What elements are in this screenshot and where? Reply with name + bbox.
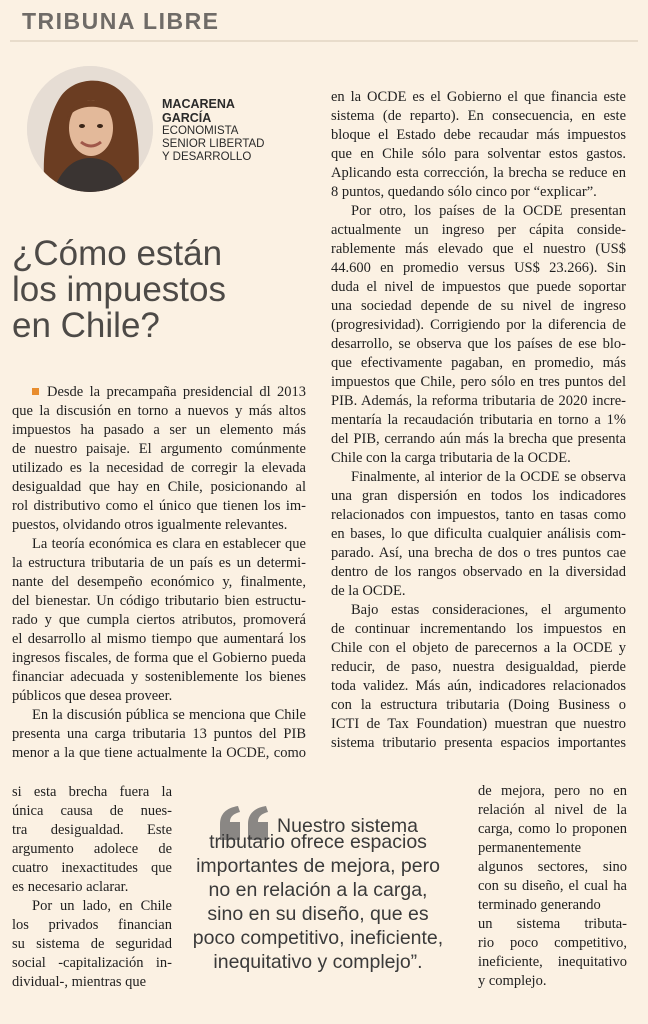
body-line: Desde la precampaña presidencial dl 2013 [12, 383, 306, 402]
body-line: (progresividad). Corrigiendo por la diferencia de [331, 317, 626, 333]
headline-line: en Chile? [12, 306, 160, 345]
body-line: dividual-, mientras que [12, 974, 147, 990]
body-line: nante del desempeño económico y, finalmente, [12, 574, 306, 590]
body-line: algunos sectores, sino [478, 859, 627, 875]
body-line: 8 puntos, quedando sólo cinco por “explicar”. [331, 184, 597, 200]
author-portrait-icon [27, 66, 153, 192]
author-name-first: MACARENA [162, 97, 235, 111]
body-line: de continuar incrementando los impuestos en [331, 621, 626, 637]
author-byline [162, 97, 264, 164]
body-line: un sistema tributa- [478, 916, 627, 932]
body-line: rio poco competitivo, [478, 935, 627, 951]
body-line: impuestos ha pasado a ser un elemento más [12, 422, 306, 438]
body-line: del PIB, cerrando aún más la brecha que presenta [331, 431, 626, 447]
body-line: de la OCDE. [331, 583, 406, 599]
author-name-last: GARCÍA [162, 111, 212, 126]
body-line: permanentemente [478, 840, 582, 856]
body-line: Aplicando esta corrección, la brecha se reduce en [331, 165, 626, 181]
body-line: impuestos que Chile, pero sólo en tres puntos del [331, 374, 626, 390]
body-line: sistema (de reparto). En consecuencia, en este [331, 108, 626, 124]
author-role-line: Y DESARROLLO [162, 151, 252, 164]
body-line: una gran dispersión en todos los indicadores [331, 488, 626, 504]
body-line: social -capitalización in- [12, 955, 172, 971]
body-line: del bienestar. Un código tributario bien estructu- [12, 593, 306, 609]
headline-line: ¿Cómo están [12, 234, 223, 273]
author-role-line: ECONOMISTA [162, 125, 239, 138]
quote-line: inequitativo y complejo”. [213, 951, 423, 973]
body-line: el desarrollo al mismo tiempo que aumentará los [12, 631, 306, 647]
left-column [12, 383, 306, 763]
body-line: Bajo estas consideraciones, el argumento [351, 602, 626, 618]
body-line: toda validez. Más aún, indicadores relacionados [331, 678, 626, 694]
quote-line: no en relación a la carga, [208, 879, 428, 901]
body-line: En la discusión pública se menciona que Chile [32, 707, 306, 723]
body-line: Por un lado, en Chile [32, 898, 172, 914]
body-line: de mejora, pero no en [478, 783, 627, 799]
pull-quote [180, 806, 456, 974]
body-line: es necesario aclarar. [12, 879, 129, 895]
body-line: 44.600 en promedio versus US$ 23.266). Sin [331, 260, 626, 276]
body-line: que efectivamente pagaban, en promedio, más [331, 355, 626, 371]
body-line: tra desigualdad. Este [12, 822, 172, 838]
headline [12, 236, 226, 344]
body-line: actualmente un ingreso per cápita conside- [331, 222, 626, 238]
body-line: Finalmente, al interior de la OCDE se observa [351, 469, 626, 485]
right-column [331, 88, 626, 753]
author-photo [27, 66, 153, 192]
body-line: de nuestro paisaje. El argumento comúnmente [12, 441, 306, 457]
body-line: desigualdad que hay en Chile, posicionando al [12, 479, 306, 495]
body-line: que la discusión en torno a nuevos y más altos [12, 403, 306, 419]
body-line: si esta brecha fuera la [12, 784, 172, 800]
body-line: dentro de los rangos observado en la diversidad [331, 564, 626, 580]
body-line: Chile con el objeto de parecernos a la OCDE y [331, 640, 626, 656]
body-line: con la estructura tributaria (Doing Business o [331, 697, 626, 713]
body-line: sistema tributario presenta espacios importantes [331, 735, 626, 751]
body-line: La teoría económica es clara en establecer que [32, 536, 306, 552]
body-line: duda el nivel de impuestos que puede soportar [331, 279, 626, 295]
body-line: y complejo. [478, 973, 547, 989]
title-rule [10, 40, 638, 42]
body-line: argumento adolece de [12, 841, 172, 857]
body-line: menor a la que tiene actualmente la OCDE, como [12, 745, 306, 761]
author-role-line: SENIOR LIBERTAD [162, 138, 265, 151]
body-line: parado. Así, una brecha de dos o tres puntos cae [331, 545, 626, 561]
body-line: rablemente más elevado que el nuestro (US$ [331, 241, 626, 257]
right-narrow-column [478, 782, 627, 991]
body-line: la estructura tributaria de un país es un determi- [12, 555, 306, 571]
body-line: en bases, lo que dificulta cualquier análisis com- [331, 526, 626, 542]
body-line: rol distributivo como el único que tienen los im- [12, 498, 306, 514]
left-narrow-column [12, 783, 172, 992]
quote-line: poco competitivo, ineficiente, [192, 927, 444, 949]
body-line: Por otro, los países de la OCDE presentan [351, 203, 626, 219]
body-line: Chile con la carga tributaria de la OCDE. [331, 450, 571, 466]
body-line: relación al nivel de la [478, 802, 627, 818]
body-line: que en Chile sólo para solventar estos gastos. [331, 146, 626, 162]
body-line: una sociedad depende de su nivel de ingreso [331, 298, 626, 314]
body-line: PIB. Además, la reforma tributaria de 2020 incre- [331, 393, 626, 409]
body-line: bloque el Estado debe recaudar más impuestos [331, 127, 626, 143]
body-line: desarrollo, se observa que los países de ese blo- [331, 336, 626, 352]
body-line: utilizado es la necesidad de corregir la elevada [12, 460, 306, 476]
body-line: ICTI de Tax Foundation) muestran que nuestro [331, 716, 626, 732]
bullet-square-icon [32, 388, 39, 395]
body-line: puestos, olvidando otros igualmente relevantes. [12, 517, 288, 533]
body-line: públicos que desea proveer. [12, 688, 173, 704]
quote-line: Nuestro sistema [180, 806, 456, 830]
section-title: TRIBUNA LIBRE [22, 8, 220, 34]
quote-line: tributario ofrece espacios [209, 831, 427, 853]
body-line: los privados financian [12, 917, 172, 933]
body-line: rado y que cumpla ciertos atributos, promoverá [12, 612, 306, 628]
quote-line: importantes de mejora, pero [196, 855, 440, 877]
body-line: relacionados con impuestos, tanto en tasas como [331, 507, 626, 523]
body-line: con su diseño, el cual ha [478, 878, 627, 894]
body-line: única causa de nues- [12, 803, 172, 819]
body-line: carga, como lo proponen [478, 821, 627, 837]
headline-line: los impuestos [12, 270, 226, 309]
body-line: mentaría la recaudación tributaria en torno a 1% [331, 412, 626, 428]
quote-line: sino en su diseño, que es [207, 903, 429, 925]
body-line: terminado generando [478, 897, 601, 913]
body-line: ineficiente, inequitativo [478, 954, 627, 970]
body-line: en la OCDE es el Gobierno el que financia este [331, 89, 626, 105]
body-line: presenta una carga tributaria 13 puntos del PIB [12, 726, 306, 742]
body-line: cuatro inexactitudes que [12, 860, 172, 876]
body-line: ingresos fiscales, de forma que el Gobierno pueda [12, 650, 306, 666]
body-line: reducir, de paso, nuestra desigualdad, pierde [331, 659, 626, 675]
body-line: su sistema de seguridad [12, 936, 172, 952]
body-line: financiar adecuada y sosteniblemente los bienes [12, 669, 306, 685]
